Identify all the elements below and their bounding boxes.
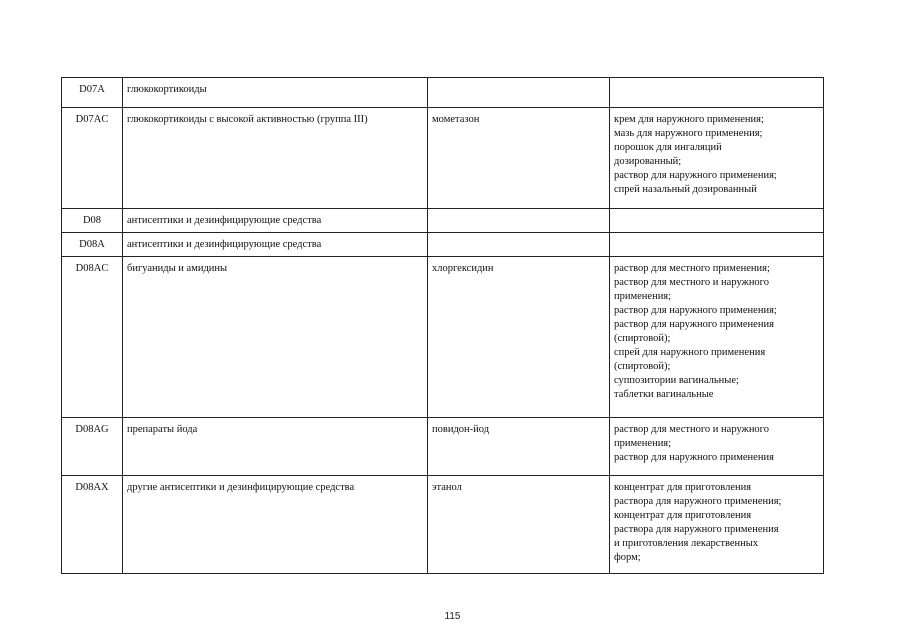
dosage-form-line: спрей для наружного применения — [614, 347, 766, 358]
pharmacological-group-cell: бигуаниды и амидины — [123, 257, 428, 418]
substance-name-cell: этанол — [428, 476, 610, 574]
dosage-form-line: спрей назальный дозированный — [614, 184, 757, 195]
substance-name-cell — [428, 78, 610, 108]
atc-code-cell: D08A — [62, 233, 123, 257]
substance-name-cell: хлоргексидин — [428, 257, 610, 418]
atc-code-cell: D07A — [62, 78, 123, 108]
dosage-form-line: мазь для наружного применения; — [614, 128, 763, 139]
pharmacological-group-cell: глюкокортикоиды с высокой активностью (группа III) — [123, 108, 428, 209]
table-row — [62, 257, 824, 418]
dosage-forms-cell — [610, 257, 824, 418]
page-number: 115 — [444, 611, 461, 622]
dosage-form-line: раствор для наружного применения — [614, 452, 774, 463]
substance-name-cell — [428, 233, 610, 257]
dosage-form-line: раствор для наружного применения — [614, 319, 774, 330]
table-row — [62, 418, 824, 476]
table-row — [62, 78, 824, 108]
pharmacological-group-cell: другие антисептики и дезинфицирующие средства — [123, 476, 428, 574]
dosage-form-line: концентрат для приготовления — [614, 482, 752, 493]
dosage-form-line: порошок для ингаляций — [614, 142, 722, 153]
dosage-form-line: применения; — [614, 438, 672, 449]
dosage-forms-cell — [610, 476, 824, 574]
pharmacological-group-cell: глюкокортикоиды — [123, 78, 428, 108]
dosage-forms-cell — [610, 233, 824, 257]
drug-classification-table — [61, 77, 824, 574]
dosage-form-line: раствор для местного и наружного — [614, 424, 769, 435]
dosage-forms-cell — [610, 209, 824, 233]
dosage-forms-cell — [610, 108, 824, 209]
dosage-form-line: раствор для наружного применения; — [614, 170, 777, 181]
atc-code-cell: D07AC — [62, 108, 123, 209]
atc-code-cell: D08AX — [62, 476, 123, 574]
dosage-form-line: концентрат для приготовления — [614, 510, 752, 521]
pharmacological-group-cell: антисептики и дезинфицирующие средства — [123, 209, 428, 233]
dosage-form-line: раствор для местного применения; — [614, 263, 770, 274]
atc-code-cell: D08 — [62, 209, 123, 233]
dosage-form-line: раствор для местного и наружного — [614, 277, 769, 288]
substance-name-cell: повидон-йод — [428, 418, 610, 476]
table-row — [62, 233, 824, 257]
atc-code-cell: D08AG — [62, 418, 123, 476]
dosage-form-line: раствора для наружного применения — [614, 524, 779, 535]
dosage-form-line: форм; — [614, 552, 641, 563]
table-body — [62, 78, 824, 574]
pharmacological-group-cell: антисептики и дезинфицирующие средства — [123, 233, 428, 257]
pharmacological-group-cell: препараты йода — [123, 418, 428, 476]
dosage-form-line: крем для наружного применения; — [614, 114, 764, 125]
substance-name-cell — [428, 209, 610, 233]
table-row — [62, 476, 824, 574]
dosage-form-line: (спиртовой); — [614, 361, 671, 372]
dosage-form-line: раствора для наружного применения; — [614, 496, 782, 507]
table-row — [62, 108, 824, 209]
dosage-form-line: дозированный; — [614, 156, 682, 167]
dosage-form-line: суппозитории вагинальные; — [614, 375, 739, 386]
dosage-forms-cell — [610, 418, 824, 476]
dosage-forms-cell — [610, 78, 824, 108]
dosage-form-line: таблетки вагинальные — [614, 389, 714, 400]
atc-code-cell: D08AC — [62, 257, 123, 418]
dosage-form-line: раствор для наружного применения; — [614, 305, 777, 316]
dosage-form-line: и приготовления лекарственных — [614, 538, 759, 549]
table-row — [62, 209, 824, 233]
dosage-form-line: применения; — [614, 291, 672, 302]
substance-name-cell: мометазон — [428, 108, 610, 209]
dosage-form-line: (спиртовой); — [614, 333, 671, 344]
